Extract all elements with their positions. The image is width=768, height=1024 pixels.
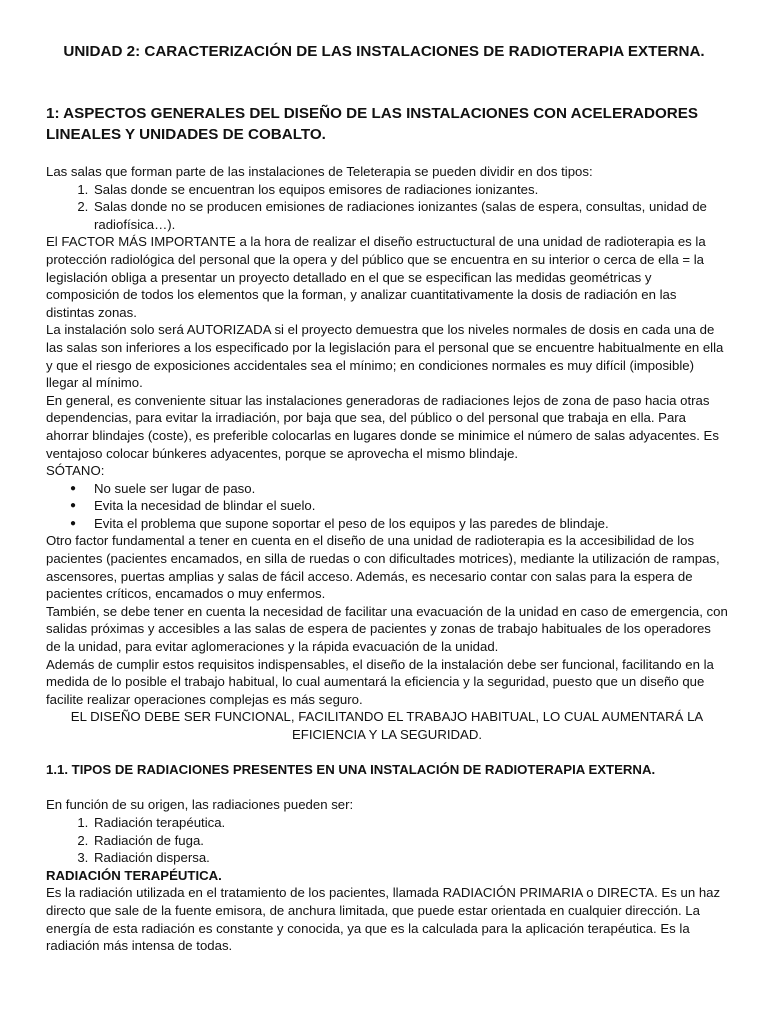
paragraph-autorizada: La instalación solo será AUTORIZADA si el proyecto demuestra que los niveles normales de dosis en cada una de las salas son inferiores a los especificado por la legislación para el personal que se encuentre habitualmente en ella y que el riesgo de exposiciones accidentales sea el mínimo; en condiciones normales es muy difícil (imposible) llegar al mínimo. — [46, 322, 724, 391]
bullet-icon: ● — [70, 482, 77, 494]
paragraph-funcional: Además de cumplir estos requisitos indispensables, el diseño de la instalación debe ser funcional, facilitando en la medida de lo posible el trabajo habitual, lo cual aumentará la eficiencia y la seguridad, puesto que un diseño que facilite realizar operaciones complejas es más seguro. — [46, 656, 714, 707]
list-item — [70, 515, 728, 533]
bullet-icon: ● — [70, 500, 77, 512]
centered-statement: EL DISEÑO DEBE SER FUNCIONAL, FACILITANDO EL TRABAJO HABITUAL, LO CUAL AUMENTARÁ LA EFICIENCIA Y LA SEGURIDAD. — [70, 709, 704, 742]
paragraph-factor: El FACTOR MÁS IMPORTANTE a la hora de realizar el diseño estructuctural de una unidad de radioterapia es la protección radiológica del personal que la opera y del público que se encuentra en su interior o cerca de ella = la legislación obliga a presentar un proyecto detallado en el que se especifican las medidas geométricas y composición de todos los elementos que la forman, y analizar cuantitativamente la dosis de radiación en las distintas zonas. — [46, 234, 706, 320]
room-types-list — [46, 181, 728, 234]
radiacion-terapeutica-heading: RADIACIÓN TERAPÉUTICA. — [46, 867, 222, 883]
paragraph-evacuacion: También, se debe tener en cuenta la necesidad de facilitar una evacuación de la unidad en caso de emergencia, con salidas próximas y accesibles a las salas de espera de pacientes y zonas de trabajo habituales de los operadores de la unidad, para evitar aglomeraciones y la rápida evacuación de la unidad. — [46, 603, 728, 655]
paragraph-general: En general, es conveniente situar las instalaciones generadoras de radiaciones lejos de zona de paso hacia otras dependencias, para evitar la irradiación, por baja que sea, del público o del personal que trabaja en ella. Para ahorrar blindajes (coste), es preferible colocarlas en lugares donde se minimice el número de salas adyacentes. Es ventajoso colocar búnkeres adyacentes, porque se aprovecha el mismo blindaje. — [46, 392, 719, 461]
list-item: 1. Radiación terapéutica. — [92, 814, 728, 832]
intro-paragraph: Las salas que forman parte de las instalaciones de Teleterapia se pueden dividir en dos tipos: — [46, 164, 593, 179]
spacer — [46, 744, 728, 762]
spacer — [46, 779, 728, 797]
document-title: UNIDAD 2: CARACTERIZACIÓN DE LAS INSTALACIONES DE RADIOTERAPIA EXTERNA. — [63, 43, 705, 60]
radiation-types-list — [46, 814, 728, 867]
list-item: 2. Salas donde no se producen emisiones de radiaciones ionizantes (salas de espera, consultas, unidad de radiofísica…). — [92, 198, 728, 233]
section-1-heading: 1: ASPECTOS GENERALES DEL DISEÑO DE LAS INSTALACIONES CON ACELERADORES LINEALES Y UNIDADES DE COBALTO. — [46, 105, 699, 143]
list-item: 1. Salas donde se encuentran los equipos emisores de radiaciones ionizantes. — [92, 181, 728, 199]
sotano-label: SÓTANO: — [46, 463, 105, 479]
list-item-text: Evita la necesidad de blindar el suelo. — [94, 498, 316, 514]
paragraph-accesibilidad: Otro factor fundamental a tener en cuenta en el diseño de una unidad de radioterapia es la accesibilidad de los pacientes (pacientes encamados, en silla de ruedas o con dificultades motrices), mediante la utilización de rampas, ascensores, puertas amplias y salas de fácil acceso. Además, es necesario contar con salas para la espera de pacientes críticos, encamados o muy enfermos. — [46, 533, 720, 602]
sotano-list — [46, 480, 728, 533]
paragraph-terapeutica: Es la radiación utilizada en el tratamiento de los pacientes, llamada RADIACIÓN PRIMARIA o DIRECTA. Es un haz directo que sale de la fuente emisora, de anchura limitada, que puede estar orientada en cualquier dirección. La energía de esta radiación es constante y conocida, ya que es la calculada para la aplicación terapéutica. Es la radiación más intensa de todas. — [46, 885, 721, 954]
paragraph-origen: En función de su origen, las radiaciones pueden ser: — [46, 797, 354, 813]
list-item — [70, 480, 728, 498]
list-item: 2. Radiación de fuga. — [92, 832, 728, 850]
list-item: 3. Radiación dispersa. — [92, 849, 728, 867]
list-item-text: Evita el problema que supone soportar el peso de los equipos y las paredes de blindaje. — [94, 515, 609, 531]
list-item-text: No suele ser lugar de paso. — [94, 480, 256, 496]
section-1-1-heading: 1.1. TIPOS DE RADIACIONES PRESENTES EN UNA INSTALACIÓN DE RADIOTERAPIA EXTERNA. — [46, 762, 656, 778]
bullet-icon: ● — [70, 517, 77, 529]
list-item — [70, 497, 728, 515]
document-body — [46, 163, 728, 955]
